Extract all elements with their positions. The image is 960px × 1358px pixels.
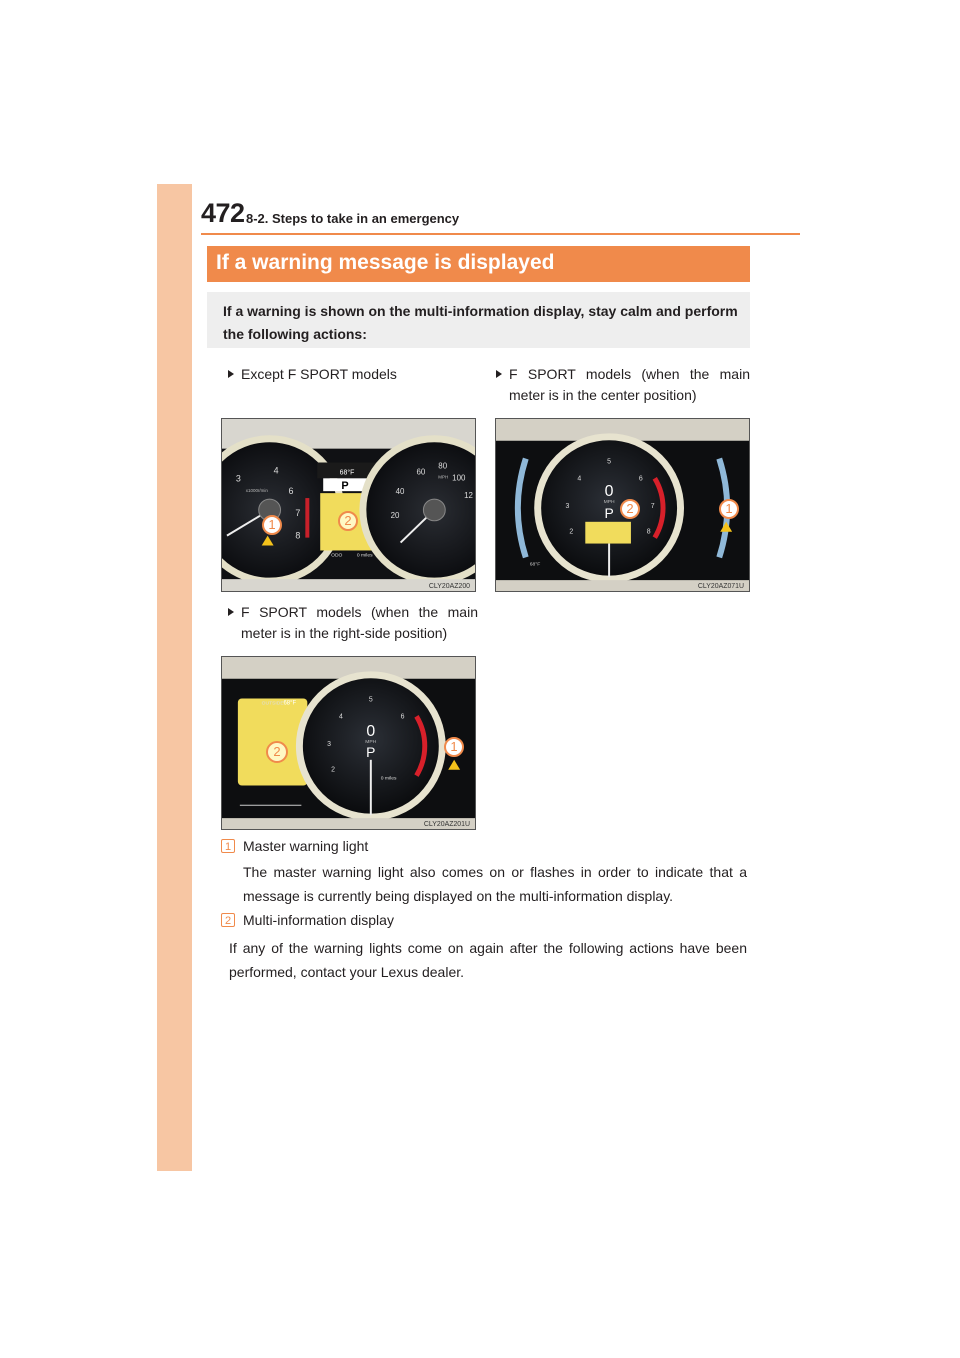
fig3-speed: 0 [366, 723, 376, 741]
fig3-temp: 68°F [283, 700, 297, 707]
fig3-outside: OUTSIDE [261, 701, 284, 707]
callout-2: 2 [338, 511, 358, 531]
svg-text:3: 3 [327, 740, 332, 748]
fig1-code: CLY20AZ200 [428, 583, 471, 591]
legend-num-1: 1 [221, 839, 235, 853]
svg-text:60: 60 [416, 467, 426, 477]
intro-text: If a warning is shown on the multi-information display, stay calm and perform the following actions: [223, 303, 738, 342]
svg-text:100: 100 [452, 473, 466, 483]
header-rule [201, 233, 800, 235]
fig2-temp: 68°F [529, 562, 541, 568]
bullet-triangle-icon [496, 370, 502, 378]
fig3-odo: 0 miles [380, 776, 397, 782]
fig1-gear: P [341, 480, 349, 493]
svg-text:6: 6 [400, 713, 405, 721]
figure-fsport-center [495, 418, 750, 592]
svg-text:5: 5 [607, 458, 611, 466]
svg-text:8: 8 [646, 528, 651, 536]
svg-text:8: 8 [295, 530, 301, 541]
speed-unit: MPH [438, 474, 449, 480]
legend-num-2: 2 [221, 913, 235, 927]
callout-2: 2 [266, 741, 288, 763]
figure-fsport-right [221, 656, 476, 830]
svg-text:7: 7 [295, 507, 301, 518]
callout-2: 2 [620, 499, 640, 519]
legend-label-multi-info: Multi-information display [243, 912, 394, 928]
bullet-triangle-icon [228, 370, 234, 378]
svg-text:2: 2 [569, 528, 574, 536]
figure-standard-cluster [221, 418, 476, 592]
fig3-unit: MPH [365, 740, 377, 745]
fig2-speed: 0 [604, 483, 614, 501]
closing-paragraph: If any of the warning lights come on again after the following actions have been performed, contact your Lexus dealer. [229, 940, 747, 980]
svg-text:20: 20 [390, 510, 400, 520]
svg-text:5: 5 [368, 696, 373, 704]
callout-1: 1 [719, 499, 739, 519]
callout-1: 1 [444, 737, 464, 757]
fig2-code: CLY20AZ071U [697, 583, 745, 591]
page-title: If a warning message is displayed [216, 251, 555, 274]
fig3-gear: P [366, 743, 376, 760]
legend-desc-master-warning: The master warning light also comes on or flashes in order to indicate that a message is currently being displayed on the multi-information display. [243, 864, 747, 904]
svg-text:6: 6 [288, 486, 294, 497]
fig1-odo: 0 miles [356, 553, 373, 559]
intro-box [207, 292, 750, 348]
page-number: 472 [201, 198, 245, 228]
svg-text:4: 4 [339, 713, 343, 721]
fig3-code: CLY20AZ201U [423, 821, 471, 829]
svg-text:7: 7 [650, 502, 655, 510]
fig1-temp: 68°F [339, 469, 355, 477]
svg-text:3: 3 [565, 502, 570, 510]
section-title: 8-2. Steps to take in an emergency [246, 211, 460, 226]
fig2-gear: P [604, 504, 614, 521]
svg-text:2: 2 [331, 766, 336, 774]
svg-text:3: 3 [235, 473, 241, 484]
svg-text:ODO: ODO [331, 553, 343, 559]
rpm-unit: x1000r/min [245, 488, 268, 494]
legend-label-master-warning: Master warning light [243, 838, 369, 854]
svg-text:40: 40 [395, 487, 405, 497]
svg-text:12: 12 [464, 491, 473, 501]
bullet-triangle-icon [228, 608, 234, 616]
fig2-unit: MPH [603, 500, 615, 506]
svg-text:80: 80 [438, 461, 448, 471]
svg-text:4: 4 [577, 475, 582, 483]
svg-text:6: 6 [638, 475, 643, 483]
title-bar [207, 246, 750, 282]
callout-1: 1 [262, 515, 282, 535]
chapter-side-tab [157, 184, 192, 1171]
svg-text:4: 4 [273, 465, 279, 476]
